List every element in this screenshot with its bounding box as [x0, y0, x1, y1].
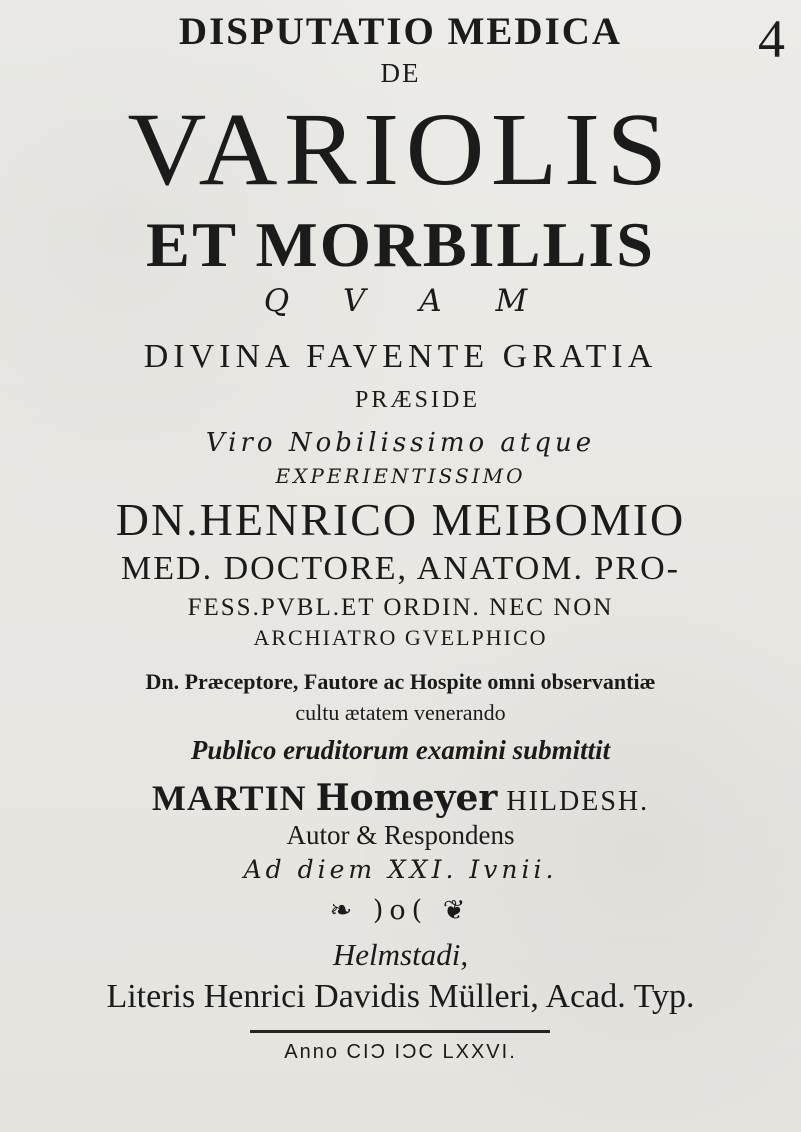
title-line-archiatro: ARCHIATRO GVELPHICO — [253, 625, 548, 650]
title-line-meibomio: DN.HENRICO MEIBOMIO — [115, 494, 686, 545]
title-line-viro: Viro Nobilissimo atque — [205, 428, 596, 458]
title-line-martin — [0, 777, 801, 819]
title-line-divina: DIVINA FAVENTE GRATIA — [143, 338, 658, 375]
title-line-place: Helmstadi, — [332, 937, 469, 972]
title-line-date: Ad diem XXI. Ivnii. — [243, 855, 558, 884]
title-line-med: MED. DOCTORE, ANATOM. PRO- — [121, 550, 680, 587]
title-line-morbillis: ET MORBILLIS — [146, 209, 655, 280]
title-line-cultu: cultu ætatem venerando — [295, 700, 506, 725]
title-line-fess: FESS.PVBL.ET ORDIN. NEC NON — [187, 594, 614, 621]
title-line-quam: Q V A M — [263, 283, 550, 319]
title-line-variolis: VARIOLIS — [127, 92, 674, 207]
page-number: 4 — [758, 9, 785, 69]
title-line-de: DE — [380, 58, 421, 88]
author-name-surname: Homeyer — [315, 777, 498, 819]
title-line-printer: Literis Henrici Davidis Mülleri, Acad. Typ. — [106, 978, 695, 1015]
author-origin: HILDESH. — [506, 786, 650, 817]
ornament-line: ❧ )o( ❦ — [329, 895, 472, 926]
author-name-first: MARTIN — [151, 778, 307, 818]
title-line-experientissimo: EXPERIENTISSIMO — [275, 464, 526, 488]
title-line-praeside: PRÆSIDE — [354, 387, 481, 413]
title-line-praeceptore: Dn. Præceptore, Fautore ac Hospite omni observantiæ — [145, 669, 656, 694]
title-line-year: Anno CIƆ IƆC LXXVI. — [284, 1041, 517, 1063]
separator-rule — [250, 1030, 550, 1033]
title-line-disputatio: DISPUTATIO MEDICA — [178, 10, 623, 53]
title-line-autor: Autor & Respondens — [286, 820, 515, 850]
title-line-publico: Publico eruditorum examini submittit — [190, 735, 611, 765]
